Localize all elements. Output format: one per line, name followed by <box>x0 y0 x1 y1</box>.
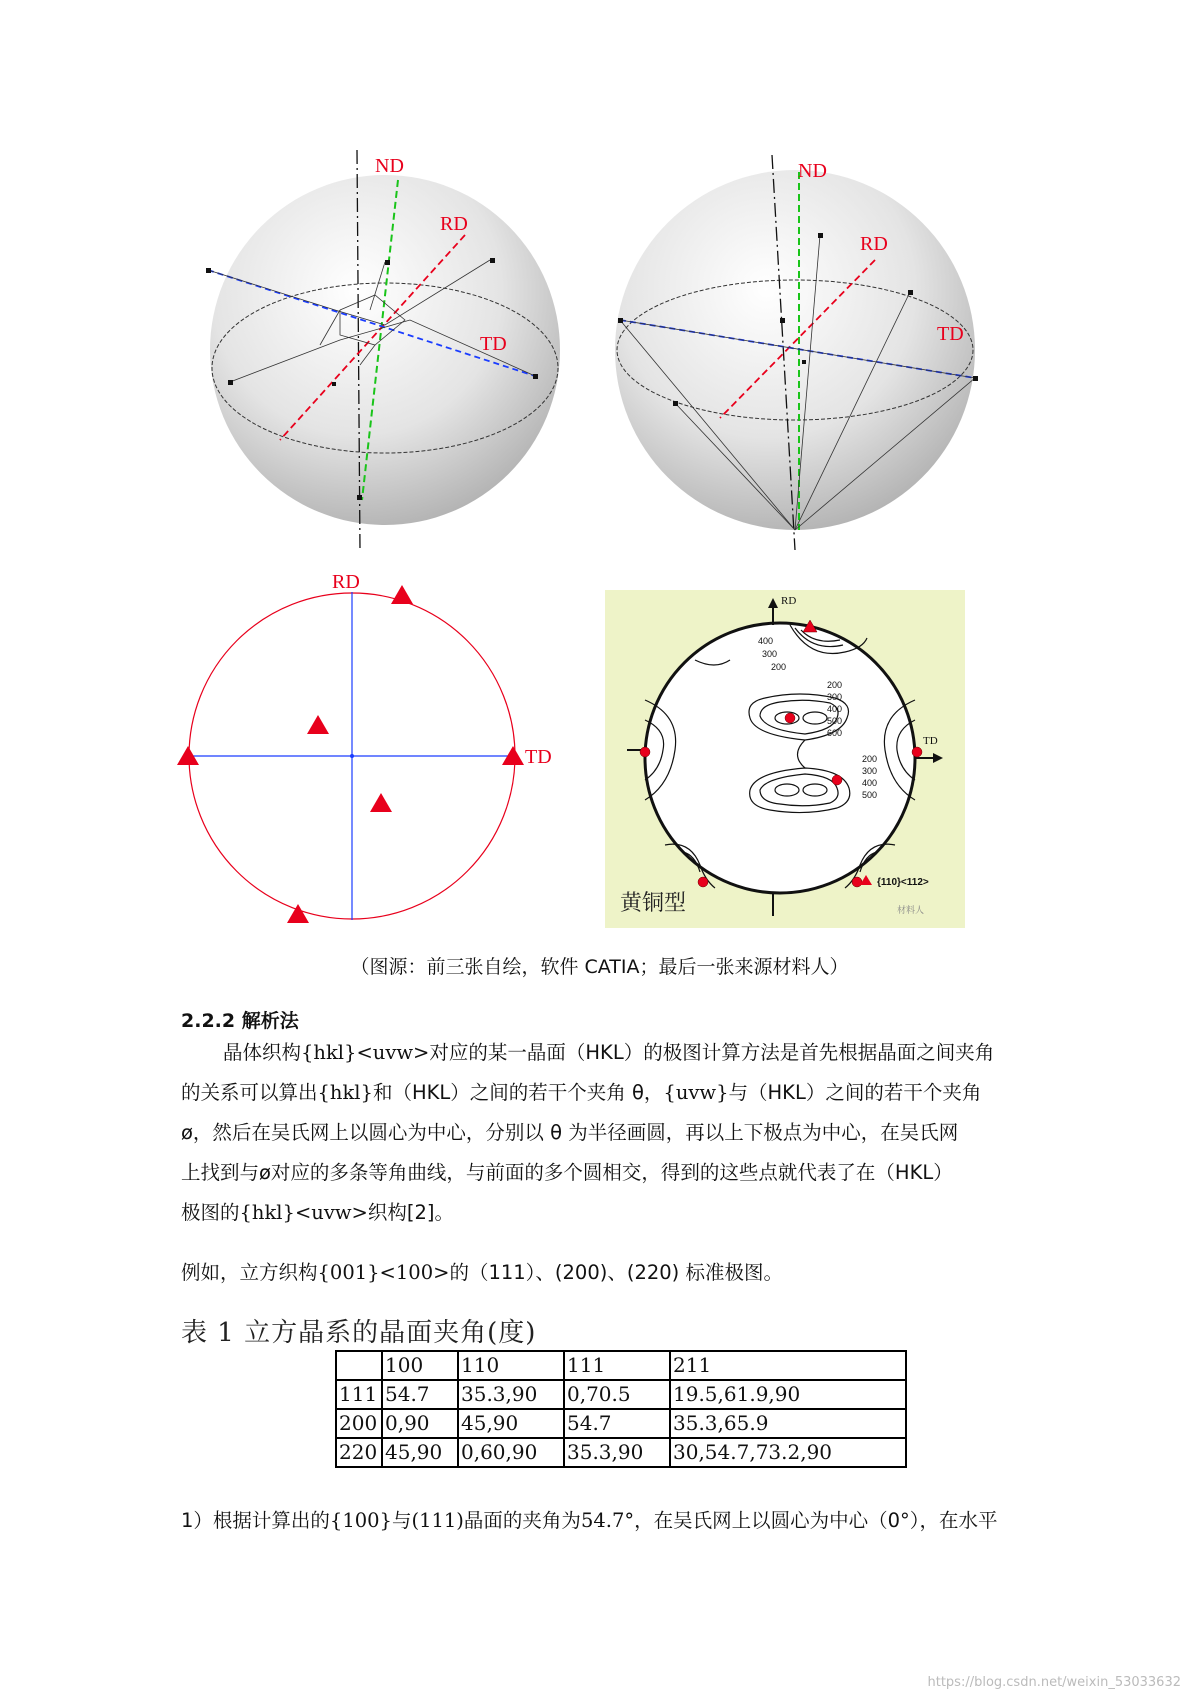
figure-label: 黄铜型 <box>620 891 687 916</box>
table-cell: 54.7 <box>564 1409 670 1438</box>
pole-marker <box>852 877 862 887</box>
contour-label: 200 <box>827 680 843 690</box>
sphere-body <box>615 170 975 530</box>
table-row <box>336 1380 906 1409</box>
table-cell: 54.7 <box>382 1380 458 1409</box>
nd-label: ND <box>798 160 827 182</box>
contour-label: 400 <box>758 636 774 646</box>
paragraph-example: 例如，立方织构{001}<100>的（111）、(200)、(220) 标准极图。 <box>181 1261 783 1284</box>
contour-label: 500 <box>827 716 843 726</box>
contour-label: 600 <box>827 728 843 738</box>
logo-text: 材料人 <box>897 906 925 916</box>
brass-pole-figure <box>605 590 965 928</box>
table-title: 表 1 立方晶系的晶面夹角(度) <box>181 1318 537 1348</box>
sphere-body <box>210 175 560 525</box>
table-cell: 200 <box>336 1409 382 1438</box>
contour-label: 400 <box>827 704 843 714</box>
table-cell: 100 <box>382 1351 458 1380</box>
pole-marker <box>307 715 329 734</box>
td-label: TD <box>937 323 964 345</box>
table-cell: 19.5,61.9,90 <box>670 1380 906 1409</box>
td-label: TD <box>923 735 938 747</box>
contour-label: 200 <box>862 754 878 764</box>
line: 极图的{hkl}<uvw>织构[2]。 <box>181 1201 455 1224</box>
rd-label: RD <box>781 595 797 607</box>
contour-label: 300 <box>862 766 878 776</box>
paragraph-step-1: 1）根据计算出的{100}与(111)晶面的夹角为54.7°，在吴氏网上以圆心为中心（0°），在水平 <box>181 1509 998 1532</box>
line: 上找到与ø对应的多条等角曲线，与前面的多个圆相交，得到的这些点就代表了在（HKL） <box>181 1161 953 1184</box>
table-cell: 0,60,90 <box>458 1438 564 1467</box>
section-heading: 2.2.2 解析法 <box>181 1010 299 1032</box>
table-cell: 111 <box>336 1380 382 1409</box>
table-cell: 0,70.5 <box>564 1380 670 1409</box>
pole-figure-drawn <box>170 570 570 940</box>
pole-marker <box>640 747 650 757</box>
legend-text: {110}<112> <box>877 877 929 888</box>
rd-label: RD <box>860 233 888 255</box>
sphere-figure-right <box>600 150 990 560</box>
td-label: TD <box>480 333 507 355</box>
table-cell: 110 <box>458 1351 564 1380</box>
table-cell: 30,54.7,73.2,90 <box>670 1438 906 1467</box>
nd-label: ND <box>375 155 404 177</box>
table-cell: 111 <box>564 1351 670 1380</box>
table-cell <box>336 1351 382 1380</box>
pole-marker <box>785 713 795 723</box>
line: 晶体织构{hkl}<uvw>对应的某一晶面（HKL）的极图计算方法是首先根据晶面之间夹角 <box>223 1041 995 1064</box>
watermark: https://blog.csdn.net/weixin_53033632 <box>927 1675 1181 1690</box>
contour-label: 300 <box>762 649 778 659</box>
pole-triangles <box>177 585 524 923</box>
contour-label: 500 <box>862 790 878 800</box>
rd-label: RD <box>332 571 360 593</box>
table-cell: 45,90 <box>382 1438 458 1467</box>
table-header-row <box>336 1351 906 1380</box>
contour-label: 200 <box>771 662 787 672</box>
figure-caption: （图源：前三张自绘，软件 CATIA；最后一张来源材料人） <box>350 956 849 978</box>
table-cell: 45,90 <box>458 1409 564 1438</box>
pole-marker <box>391 585 413 604</box>
line: ø，然后在吴氏网上以圆心为中心，分别以 θ 为半径画圆，再以上下极点为中心，在吴氏网 <box>181 1121 959 1144</box>
table-cell: 35.3,65.9 <box>670 1409 906 1438</box>
contour-label: 300 <box>827 692 843 702</box>
pole-marker <box>370 793 392 812</box>
sphere-figure-left <box>190 150 580 560</box>
pole-marker <box>832 775 842 785</box>
table-cell: 35.3,90 <box>458 1380 564 1409</box>
table-row <box>336 1409 906 1438</box>
table-cell: 35.3,90 <box>564 1438 670 1467</box>
table-cell: 0,90 <box>382 1409 458 1438</box>
pole-marker <box>912 747 922 757</box>
rd-label: RD <box>440 213 468 235</box>
table-row <box>336 1438 906 1467</box>
line: 的关系可以算出{hkl}和（HKL）之间的若干个夹角 θ，{uvw}与（HKL）之间的若干个夹角 <box>181 1081 982 1104</box>
table-cell: 220 <box>336 1438 382 1467</box>
table-cell: 211 <box>670 1351 906 1380</box>
paragraph-method <box>181 1033 1021 1233</box>
td-label: TD <box>525 746 552 768</box>
contour-label: 400 <box>862 778 878 788</box>
pole-marker <box>698 877 708 887</box>
angle-table <box>335 1350 907 1468</box>
